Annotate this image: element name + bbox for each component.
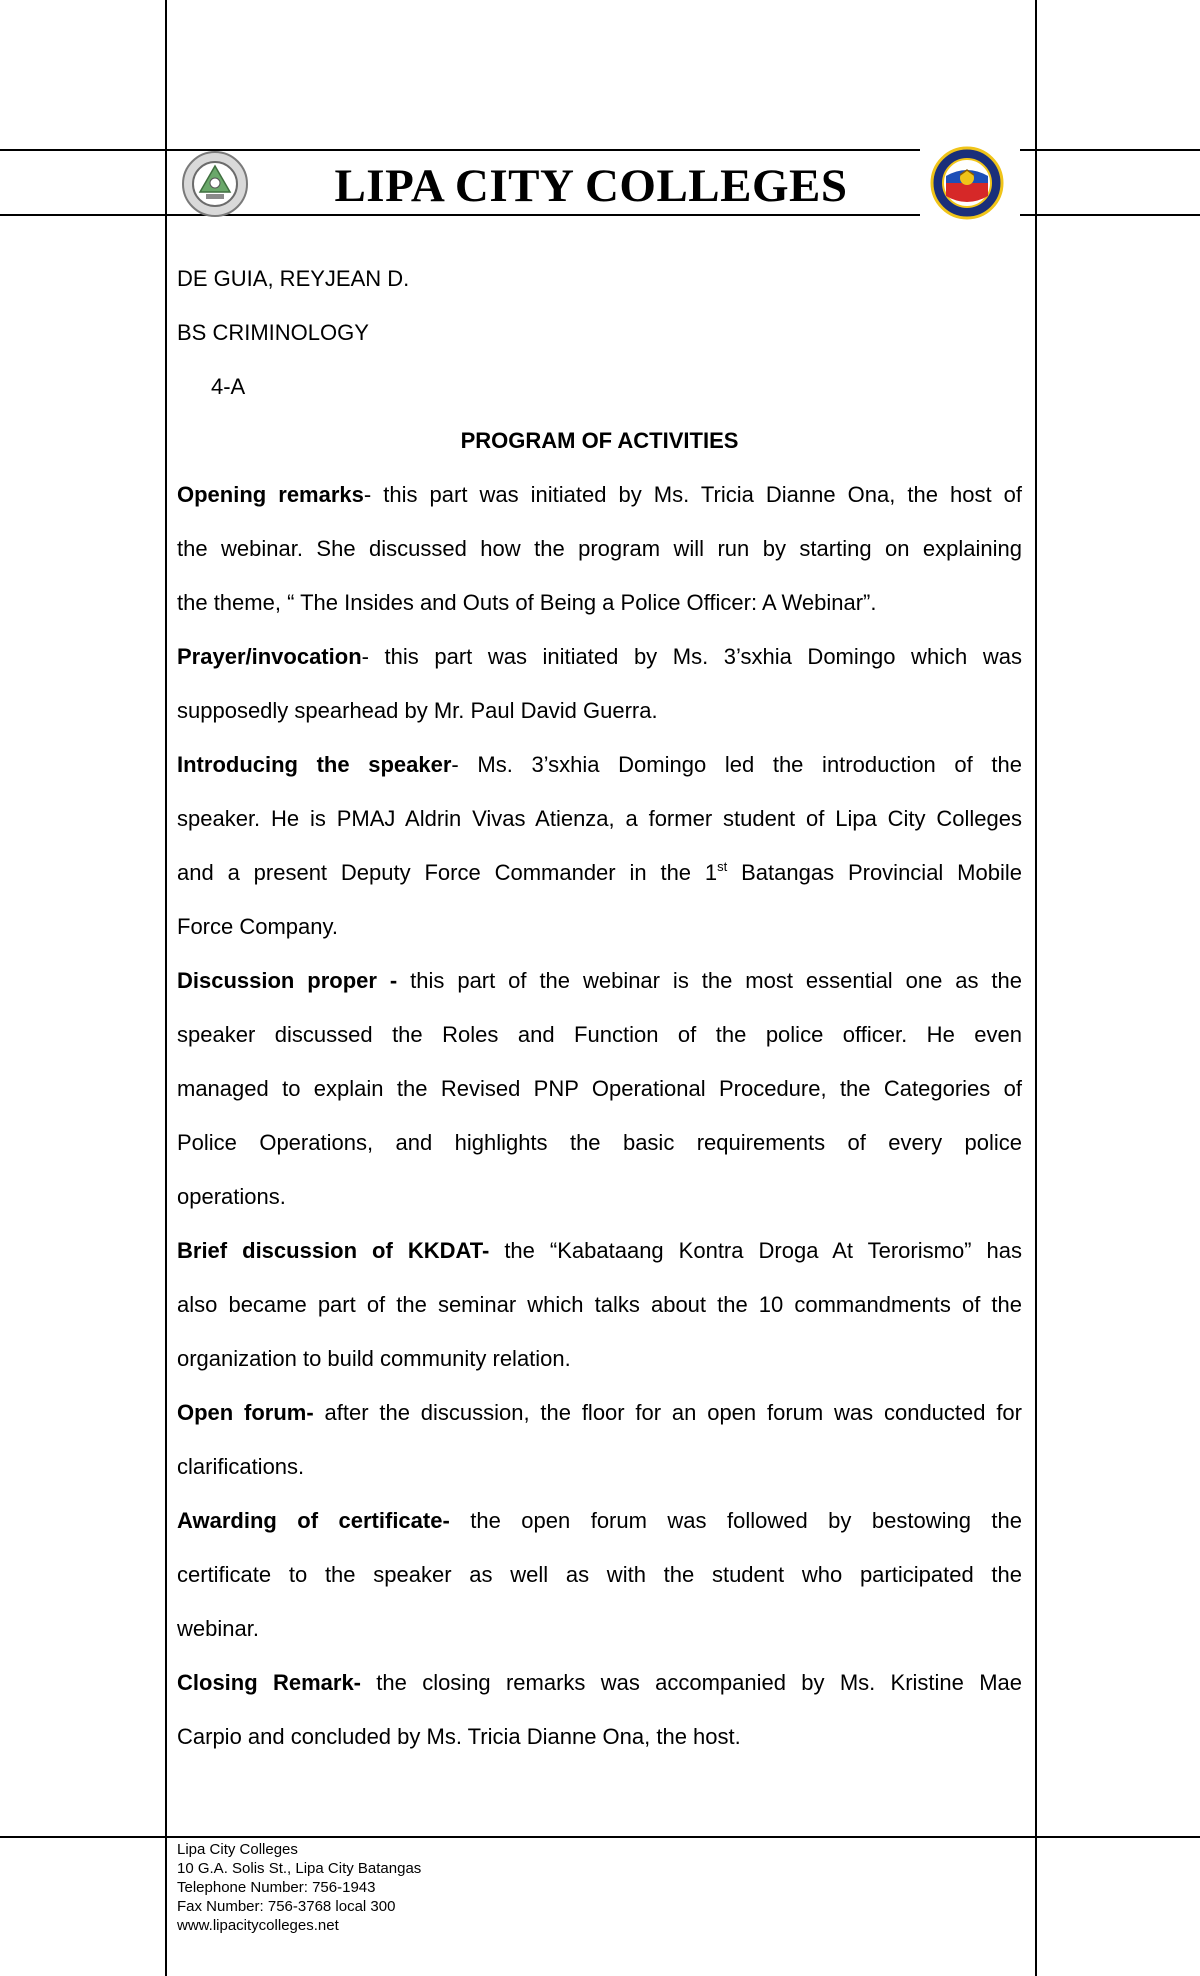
paragraph-line: webinar.	[177, 1616, 259, 1641]
paragraph-line: operations.	[177, 1184, 286, 1209]
paragraph-opening-remarks: Opening remarks- this part was initiated by Ms. Tricia Dianne Ona, the host of	[177, 482, 1023, 507]
paragraph-line: certificate to the speaker as well as with the student who participated the	[177, 1562, 1022, 1587]
footer-address: 10 G.A. Solis St., Lipa City Batangas	[177, 1860, 422, 1877]
paragraph-open-forum: Open forum- after the discussion, the floor for an open forum was conducted for	[177, 1400, 1022, 1425]
paragraph-line: and a present Deputy Force Commander in the 1st Batangas Provincial Mobile	[177, 859, 1022, 885]
heading-prayer: Prayer/invocation	[177, 644, 362, 669]
college-of-criminology-seal-icon	[930, 146, 1004, 220]
paragraph-line: speaker. He is PMAJ Aldrin Vivas Atienza, a former student of Lipa City Colleges	[177, 806, 1022, 831]
page-title: LIPA CITY COLLEGES	[334, 160, 848, 212]
header-top-line-right	[1020, 149, 1200, 151]
left-margin-line	[165, 0, 167, 1976]
heading-kkdat: Brief discussion of KKDAT-	[177, 1238, 490, 1263]
paragraph-line: the theme, “ The Insides and Outs of Being a Police Officer: A Webinar”.	[177, 590, 877, 615]
heading-discussion-proper: Discussion proper -	[177, 968, 398, 993]
heading-open-forum: Open forum-	[177, 1400, 314, 1425]
heading-closing-remark: Closing Remark-	[177, 1670, 362, 1695]
paragraph-line: organization to build community relation.	[177, 1346, 571, 1371]
paragraph-closing-remark: Closing Remark- the closing remarks was accompanied by Ms. Kristine Mae	[177, 1670, 1022, 1695]
student-section: 4-A	[211, 374, 246, 399]
header-top-line	[0, 149, 920, 151]
paragraph-introducing-speaker: Introducing the speaker- Ms. 3’sxhia Domingo led the introduction of the	[177, 752, 1022, 777]
paragraph-discussion-proper: Discussion proper - this part of the webinar is the most essential one as the	[177, 968, 1023, 993]
heading-introducing-speaker: Introducing the speaker	[177, 752, 452, 777]
paragraph-line: clarifications.	[177, 1454, 305, 1479]
header-bottom-line-right	[1020, 214, 1200, 216]
footer-telephone: Telephone Number: 756-1943	[177, 1879, 376, 1896]
paragraph-line: also became part of the seminar which talks about the 10 commandments of the	[177, 1292, 1022, 1317]
heading-opening-remarks: Opening remarks	[177, 482, 364, 507]
footer-contact-block	[177, 1840, 421, 1935]
footer-name: Lipa City Colleges	[177, 1841, 298, 1858]
footer-fax: Fax Number: 756-3768 local 300	[177, 1898, 396, 1915]
student-course: BS CRIMINOLOGY	[177, 320, 369, 345]
paragraph-prayer: Prayer/invocation- this part was initiated by Ms. 3’sxhia Domingo which was	[177, 644, 1022, 669]
student-name: DE GUIA, REYJEAN D.	[177, 266, 410, 291]
paragraph-line: Force Company.	[177, 914, 338, 939]
right-margin-line	[1035, 0, 1037, 1976]
paragraph-kkdat: Brief discussion of KKDAT- the “Kabataang Kontra Droga At Terorismo” has	[177, 1238, 1022, 1263]
paragraph-line: supposedly spearhead by Mr. Paul David Guerra.	[177, 698, 658, 723]
footer-top-line	[0, 1836, 1200, 1838]
footer-website[interactable]: www.lipacitycolleges.net	[177, 1917, 339, 1934]
document-title: PROGRAM OF ACTIVITIES	[460, 428, 739, 453]
paragraph-line: managed to explain the Revised PNP Operational Procedure, the Categories of	[177, 1076, 1022, 1101]
heading-awarding: Awarding of certificate-	[177, 1508, 450, 1533]
paragraph-line: the webinar. She discussed how the program will run by starting on explaining	[177, 536, 1022, 561]
paragraph-line: speaker discussed the Roles and Function of the police officer. He even	[177, 1022, 1022, 1047]
paragraph-line: Carpio and concluded by Ms. Tricia Dianne Ona, the host.	[177, 1724, 741, 1749]
ordinal-suffix: st	[717, 859, 728, 874]
paragraph-awarding: Awarding of certificate- the open forum was followed by bestowing the	[177, 1508, 1022, 1533]
paragraph-line: Police Operations, and highlights the basic requirements of every police	[177, 1130, 1022, 1155]
